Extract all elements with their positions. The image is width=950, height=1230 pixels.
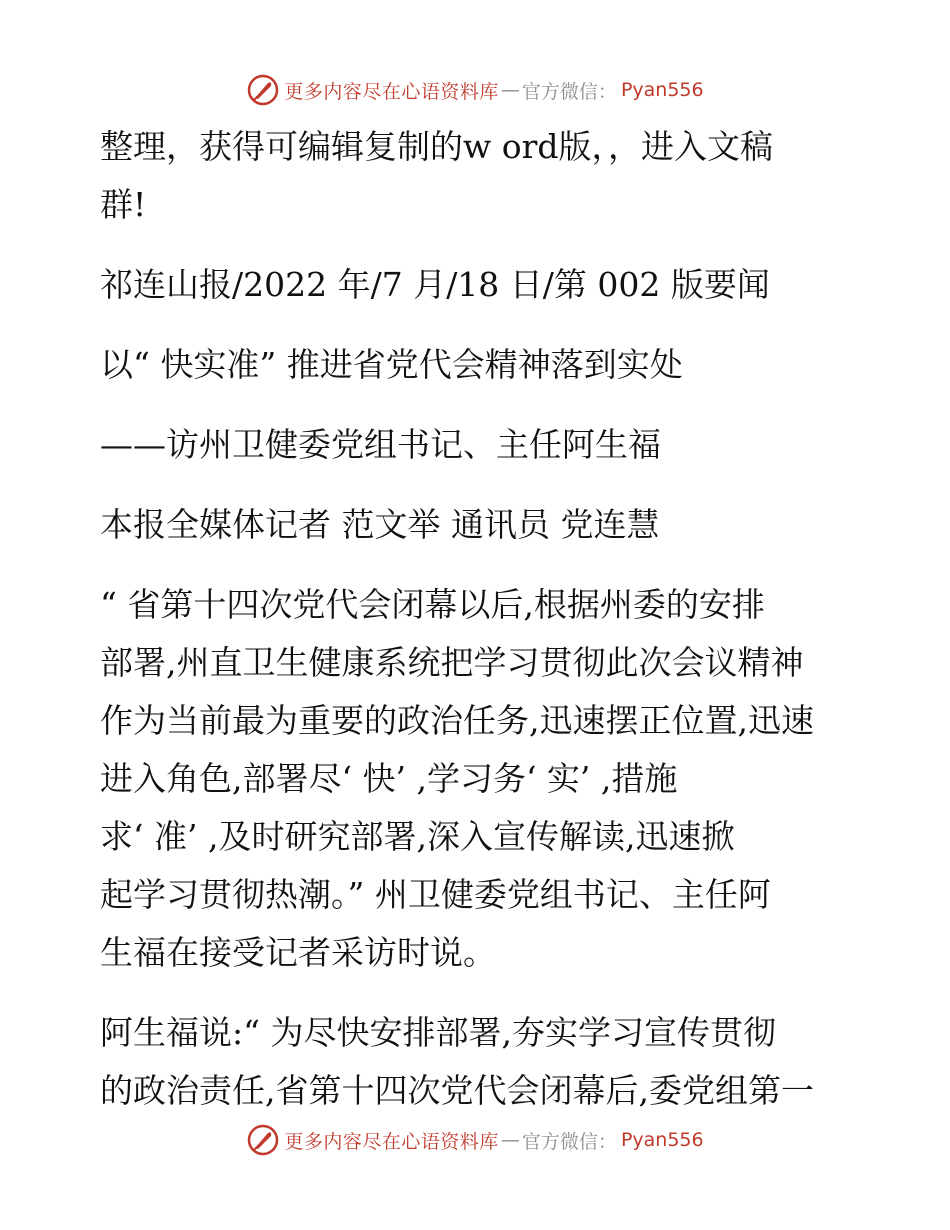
article-byline: 本报全媒体记者 范文举 通讯员 党连慧	[100, 505, 660, 544]
feather-pen-logo-icon	[246, 73, 280, 107]
watermark-wechat-label: 官方微信：	[521, 80, 617, 103]
paragraph-line: 生福在接受记者采访时说。	[100, 933, 496, 972]
document-body	[100, 118, 852, 1120]
watermark-separator: —	[500, 79, 520, 101]
paragraph-line: 作为当前最为重要的政治任务,迅速摆正位置,迅速	[100, 701, 814, 740]
paragraph-line: 阿生福说:“ 为尽快安排部署,夯实学习宣传贯彻	[100, 1013, 776, 1052]
paragraph-line: 起学习贯彻热潮。” 州卫健委党组书记、主任阿	[100, 875, 771, 914]
article-subheadline: ——访州卫健委党组书记、主任阿生福	[100, 425, 661, 464]
feather-pen-logo-icon	[246, 1123, 280, 1157]
watermark-separator: —	[500, 1129, 520, 1151]
paragraph-line: 的政治责任,省第十四次党代会闭幕后,委党组第一	[100, 1071, 814, 1110]
watermark-wechat-label: 官方微信：	[521, 1130, 617, 1153]
watermark-text: 更多内容尽在心语资料库	[284, 80, 499, 103]
watermark-text: 更多内容尽在心语资料库	[284, 1130, 499, 1153]
paragraph-line: 进入角色,部署尽‘ 快’ ,学习务‘ 实’ ,措施	[100, 759, 678, 798]
watermark-wechat-id: Pyan556	[620, 1129, 704, 1151]
header-watermark-banner	[0, 70, 950, 110]
watermark-wechat-id: Pyan556	[620, 79, 704, 101]
paragraph-line: 求‘ 准’ ,及时研究部署,深入宣传解读,迅速掀	[100, 817, 735, 856]
paragraph-line: 部署,州直卫生健康系统把学习贯彻此次会议精神	[100, 643, 804, 682]
paragraph-line: “ 省第十四次党代会闭幕以后,根据州委的安排	[100, 585, 765, 624]
intro-line: 群!	[100, 185, 147, 224]
intro-line: 整理，获得可编辑复制的w ord版，，进入文稿	[100, 127, 774, 166]
footer-watermark-banner	[0, 1120, 950, 1160]
source-line: 祁连山报/2022 年/7 月/18 日/第 002 版要闻	[100, 265, 770, 304]
article-headline: 以“ 快实准” 推进省党代会精神落到实处	[100, 345, 683, 384]
